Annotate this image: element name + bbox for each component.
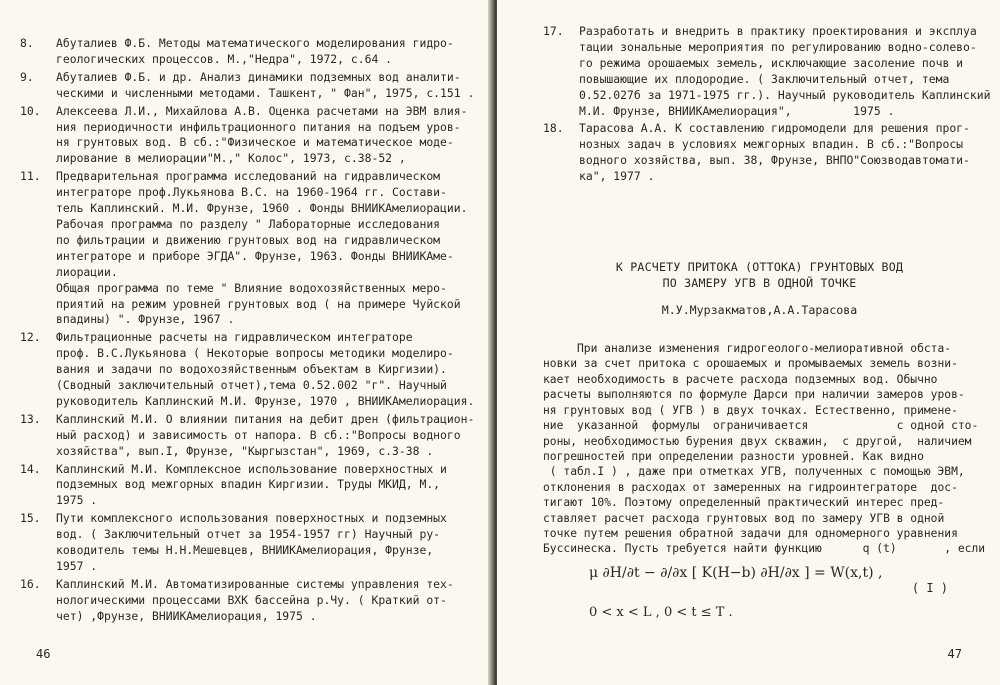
reference-line: нологическими процессами ВХК бассейна р.Чу. ( Краткий от- <box>56 592 447 607</box>
reference-line: ный расход) и зависимость от напора. В сб.:"Вопросы водного <box>56 427 461 442</box>
reference-line: лиорации. <box>56 264 118 279</box>
reference-line: геологических процессов. М.,"Недра", 1972, с.64 . <box>56 51 393 66</box>
reference-number: 8. <box>20 36 34 50</box>
reference-line: ка", 1977 . <box>579 169 655 184</box>
reference-line: интеграторе и приборе ЭГДА". Фрунзе, 1963. Фонды ВНИИКАме- <box>56 248 454 263</box>
reference-number: 14. <box>20 461 41 476</box>
reference-line: руководитель Каплинский М.И. Фрунзе, 1970 , ВНИИКАмелиорация. <box>56 393 475 408</box>
reference-line: нозных задач в условиях межгорных впадин. В сб.:"Вопросы <box>579 137 964 152</box>
title-line: К РАСЧЕТУ ПРИТОКА (ОТТОКА) ГРУНТОВЫХ ВОД <box>615 260 904 275</box>
reference-text <box>56 104 475 168</box>
reference-text <box>579 24 990 119</box>
reference-number: 11. <box>20 169 41 184</box>
reference-line: по фильтрации и движению грунтовых вод на гидравлическом <box>56 232 441 247</box>
reference-text <box>56 169 475 328</box>
reference-line: М.И. Фрунзе, ВНИИКАмелиорация", 1975 . <box>579 103 895 118</box>
reference-text <box>56 511 475 575</box>
reference-text <box>56 36 475 68</box>
reference-item <box>20 412 475 460</box>
equation-conditions: 0 < x < L , 0 < t ≤ T . <box>589 604 733 620</box>
reference-item <box>20 104 475 168</box>
article-authors: М.У.Мурзакматов,А.А.Тарасова <box>661 303 858 318</box>
reference-line: проф. В.С.Лукьянова ( Некоторые вопросы методики моделиро- <box>56 346 454 361</box>
body-line: тигают 10%. Поэтому определенный практический интерес пред- <box>543 496 945 510</box>
article-title <box>543 259 976 291</box>
reference-line: лирование в мелиорации"М.," Колос", 1973, с.38-52 , <box>56 151 406 166</box>
reference-line: чет) ,Фрунзе, ВНИИКАмелиорация, 1975 . <box>56 608 317 623</box>
body-line: Буссинеска. Пусть требуется найти функцию q (t) , если <box>543 542 986 556</box>
reference-number: 18. <box>543 121 564 136</box>
reference-line: Фильтрационные расчеты на гидравлическом интеграторе <box>56 330 413 345</box>
equation-block <box>543 565 976 627</box>
title-line: ПО ЗАМЕРУ УГВ В ОДНОЙ ТОЧКЕ <box>662 276 857 291</box>
reference-item <box>20 577 475 625</box>
reference-item <box>20 462 475 510</box>
reference-line: впадины) ". Фрунзе, 1967 . <box>56 312 235 327</box>
left-page-number: 46 <box>36 647 51 661</box>
reference-line: тации зональные мероприятия по регулированию водно-солево- <box>579 39 977 54</box>
reference-line: Пути комплексного использования поверхностных и подземных <box>56 511 447 526</box>
reference-line: Абуталиев Ф.Б. и др. Анализ динамики подземных вод аналити- <box>56 69 461 84</box>
right-page <box>497 0 1000 685</box>
reference-number: 10. <box>20 103 41 118</box>
body-line: расчеты выполняются по формуле Дарси при наличии замеров уров- <box>543 388 965 402</box>
reference-line: повышающие их плодородие. ( Заключительный отчет, тема <box>579 71 950 86</box>
body-line: кает необходимость в расчете расхода подземных вод. Обычно <box>543 372 938 386</box>
body-line: отклонения в расходах от замеренных на гидроинтеграторе дос- <box>543 480 958 494</box>
reference-line: ня грунтовых вод. В сб.:"Физическое и математическое моде- <box>56 135 454 150</box>
reference-line: Тарасова А.А. К составлению гидромодели для решения прог- <box>579 121 970 136</box>
reference-line: водного хозяйства, вып. 38, Фрунзе, ВНПО"Союзводавтомати- <box>579 153 970 168</box>
reference-line: вания и задачи по водохозяйственным объектам в Киргизии). <box>56 362 447 377</box>
body-line: погрешностей при определении разности уровней. Как видно <box>543 449 924 463</box>
reference-line: Каплинский М.И. О влиянии питания на дебит дрен (фильтрацион- <box>56 411 475 426</box>
equation-number: ( I ) <box>911 580 948 595</box>
reference-number: 17. <box>543 24 564 38</box>
reference-text <box>56 577 475 625</box>
article-body <box>543 341 986 557</box>
reference-line: Абуталиев Ф.Б. Методы математического моделирования гидро- <box>56 36 454 50</box>
reference-item <box>20 169 475 328</box>
reference-line: Рабочая программа по разделу " Лабораторные исследования <box>56 216 441 231</box>
reference-text <box>579 121 976 185</box>
body-line: новки за счет притока с орошаемых и промываемых земель возни- <box>543 357 958 371</box>
reference-item <box>20 36 475 68</box>
reference-number: 9. <box>20 69 34 84</box>
body-line: ня грунтовых вод ( УГВ ) в двух точках. Естественно, примене- <box>543 403 958 417</box>
reference-line: хозяйства", вып.I, Фрунзе, "Кыргызстан", 1969, с.3-38 . <box>56 443 434 458</box>
reference-item <box>20 70 475 102</box>
body-line: ставляет расчет расхода грунтовых вод по замеру УГВ в одной <box>543 511 945 525</box>
reference-text <box>56 70 475 102</box>
reference-line: Общая программа по теме " Влияние водохозяйственных меро- <box>56 280 447 295</box>
reference-number: 16. <box>20 576 41 591</box>
reference-line: подземных вод межгорных впадин Киргизии. Труды МКИД, М., <box>56 477 441 492</box>
reference-line: 1975 . <box>56 493 98 508</box>
reference-text <box>56 330 475 410</box>
left-page <box>0 0 493 685</box>
reference-line: (Сводный заключительный отчет),тема 0.52.002 "г". Научный <box>56 378 447 393</box>
body-line: ( табл.I ) , даже при отметках УГВ, полученных с помощью ЭВМ, <box>543 465 965 479</box>
equation: μ ∂H/∂t − ∂/∂x [ K(H−b) ∂H/∂x ] = W(x,t) , <box>589 564 883 581</box>
reference-line: ководитель темы Н.Н.Мешевцев, ВНИИКАмелиорация, Фрунзе, <box>56 543 434 558</box>
body-line: роны, необходимостью бурения двух скважин, с другой, наличием <box>543 434 972 448</box>
reference-text <box>56 412 475 460</box>
reference-text <box>56 462 475 510</box>
right-reference-list <box>543 24 991 185</box>
reference-line: ния периодичности инфильтрационного питания на подъем уров- <box>56 119 461 134</box>
reference-line: Каплинский М.И. Автоматизированные системы управления тех- <box>56 576 454 591</box>
reference-item <box>543 121 976 185</box>
left-reference-list <box>20 36 475 625</box>
reference-line: приятий на режим уровней грунтовых вод ( на примере Чуйской <box>56 296 461 311</box>
reference-line: Алексеева Л.И., Михайлова А.В. Оценка расчетами на ЭВМ влия- <box>56 103 468 118</box>
body-line: точке путем решения обратной задачи для одномерного уравнения <box>543 526 958 540</box>
reference-item <box>20 511 475 575</box>
reference-line: Разработать и внедрить в практику проектирования и эксплуа <box>579 24 977 38</box>
reference-number: 12. <box>20 330 41 345</box>
right-page-number: 47 <box>947 647 962 661</box>
body-line: При анализе изменения гидрогеолого-мелиоративной обста- <box>543 342 952 356</box>
reference-item <box>543 24 991 119</box>
reference-line: тель Каплинский. М.И. Фрунзе, 1960 . Фонды ВНИИКАмелиорации. <box>56 201 468 216</box>
reference-line: ческими и численными методами. Ташкент, " Фан", 1975, с.151 . <box>56 85 475 100</box>
body-line: ние указанной формулы ограничивается с одной сто- <box>543 419 979 433</box>
reference-line: интеграторе проф.Лукьянова В.С. на 1960-1964 гг. Состави- <box>56 185 447 200</box>
reference-line: вод. ( Заключительный отчет за 1954-1957 гг) Научный ру- <box>56 527 441 542</box>
reference-line: го режима орошаемых земель, исключающие засоление почв и <box>579 55 964 70</box>
reference-item <box>20 330 475 410</box>
reference-line: 1957 . <box>56 559 98 573</box>
reference-number: 13. <box>20 411 41 426</box>
reference-line: 0.52.027б за 1971-1975 гг.). Научный руководитель Каплинский <box>579 87 991 102</box>
reference-line: Предварительная программа исследований на гидравлическом <box>56 169 441 184</box>
reference-line: Каплинский М.И. Комплексное использование поверхностных и <box>56 461 447 476</box>
reference-number: 15. <box>20 511 41 526</box>
